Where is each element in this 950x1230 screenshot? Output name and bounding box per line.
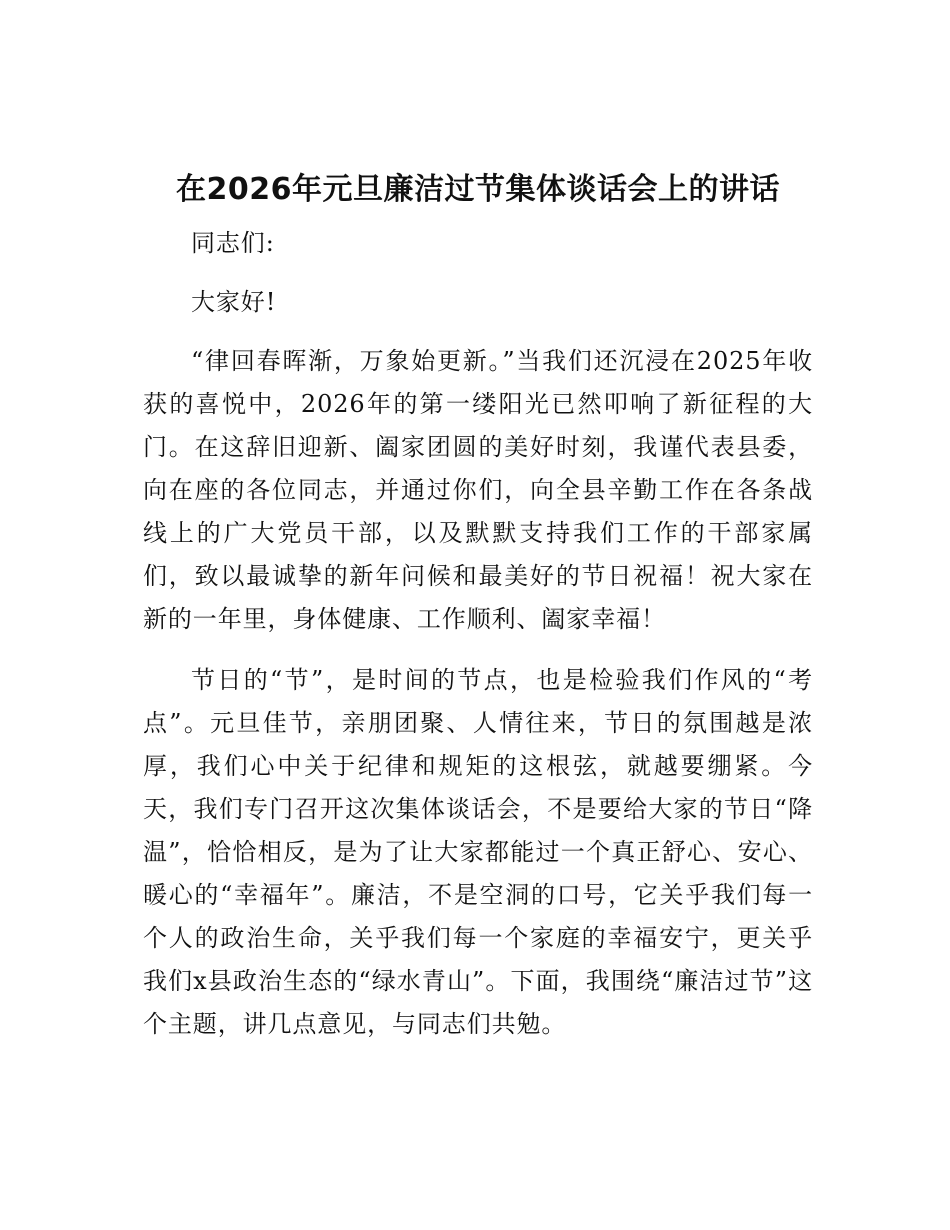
- paragraph-opening: “律回春晖渐，万象始更新。”当我们还沉浸在2025年收获的喜悦中，2026年的第一缕阳光已然叩响了新征程的大门。在这辞旧迎新、阖家团圆的美好时刻，我谨代表县委，向在座的各位同志，并通过你们，向全县辛勤工作在各条战线上的广大党员干部，以及默默支持我们工作的干部家属们，致以最诚挚的新年问候和最美好的节日祝福！祝大家在新的一年里，身体健康、工作顺利、阖家幸福！: [143, 347, 813, 633]
- salutation: 同志们:: [191, 229, 275, 257]
- paragraph-theme: 节日的“节”，是时间的节点，也是检验我们作风的“考点”。元旦佳节，亲朋团聚、人情往来，节日的氛围越是浓厚，我们心中关于纪律和规矩的这根弦，就越要绷紧。今天，我们专门召开这次集体谈话会，不是要给大家的节日“降温”，恰恰相反，是为了让大家都能过一个真正舒心、安心、暖心的“幸福年”。廉洁，不是空洞的口号，它关乎我们每一个人的政治生命，关乎我们每一个家庭的幸福安宁，更关乎我们x县政治生态的“绿水青山”。下面，我围绕“廉洁过节”这个主题，讲几点意见，与同志们共勉。: [143, 666, 813, 1038]
- document-body: [143, 168, 813, 1046]
- greeting: 大家好!: [191, 288, 277, 316]
- document-title: 在2026年元旦廉洁过节集体谈话会上的讲话: [176, 172, 780, 207]
